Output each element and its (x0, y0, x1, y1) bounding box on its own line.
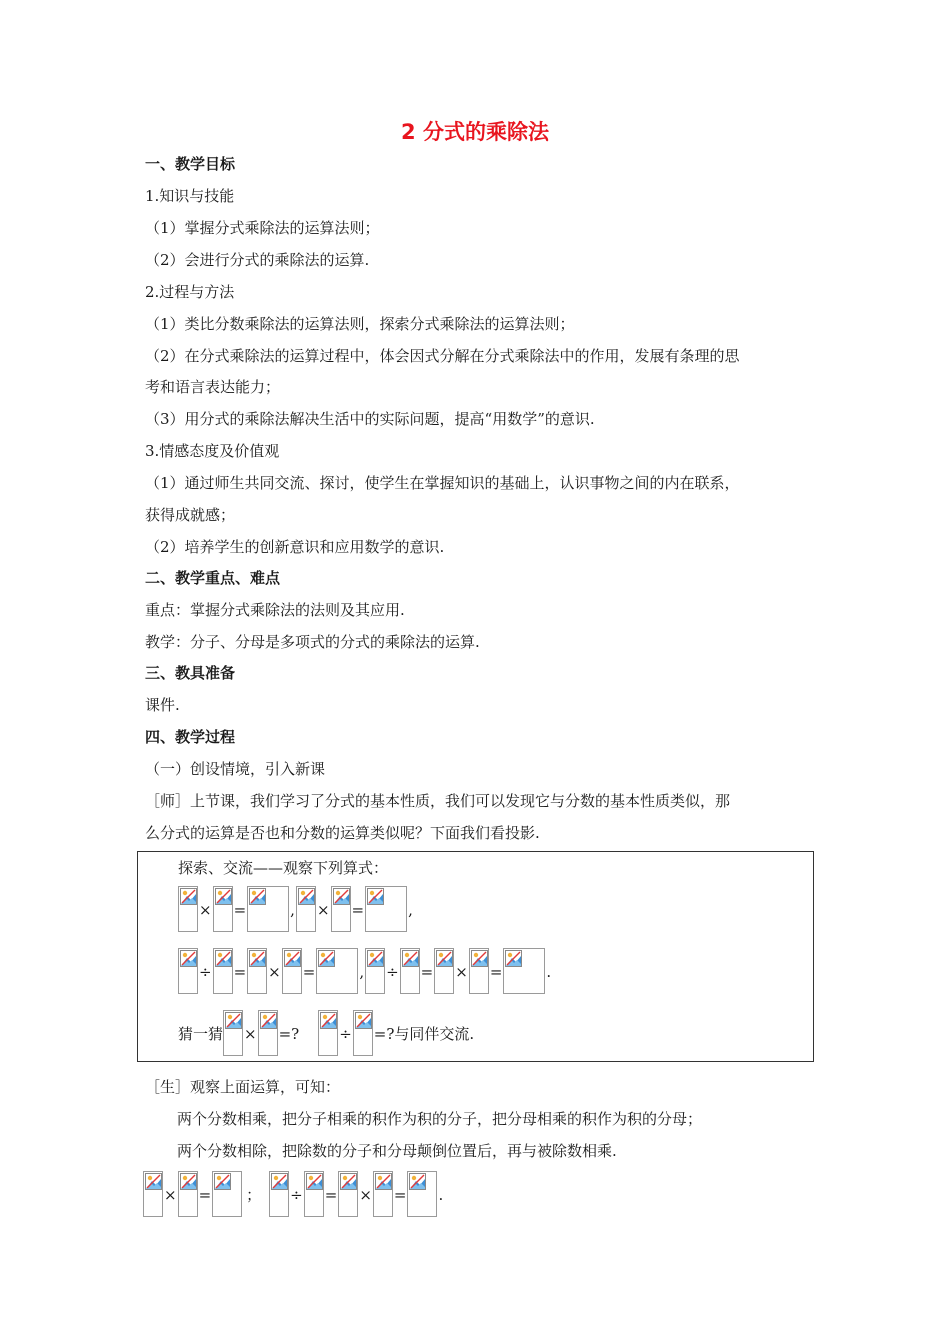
equals-sign: = (302, 963, 316, 981)
times-sign: × (244, 1025, 257, 1043)
broken-image-icon (367, 950, 384, 967)
formula-image (365, 948, 385, 994)
equals-sign: = (324, 1186, 338, 1204)
paragraph: 课件. (145, 696, 180, 714)
broken-image-icon (180, 950, 197, 967)
broken-image-icon (215, 888, 232, 905)
paragraph: 教学：分子、分母是多项式的分式的乘除法的运算. (145, 633, 480, 651)
paragraph: 考和语言表达能力； (145, 378, 281, 396)
formula-image (247, 886, 289, 932)
broken-image-icon (284, 950, 301, 967)
formula-image (400, 948, 420, 994)
paragraph: （2）培养学生的创新意识和应用数学的意识. (145, 538, 445, 556)
broken-image-icon (145, 1173, 162, 1190)
section-heading: 一、教学目标 (145, 155, 236, 173)
broken-image-icon (249, 888, 266, 905)
times-sign: × (316, 901, 330, 919)
broken-image-icon (375, 1173, 392, 1190)
formula-row-multiply (178, 886, 414, 932)
separator: ； (246, 1186, 262, 1204)
projection-box (137, 851, 814, 1062)
formula-image (503, 948, 545, 994)
document-title: 2 分式的乘除法 (401, 120, 549, 144)
paragraph: （一）创设情境，引入新课 (145, 760, 326, 778)
equals-sign: = (489, 963, 503, 981)
formula-row-divide (178, 948, 552, 994)
formula-image (338, 1171, 358, 1217)
paragraph: 获得成就感； (145, 506, 236, 524)
comma: , (408, 901, 413, 919)
broken-image-icon (355, 1012, 372, 1029)
formula-image (353, 1010, 373, 1056)
formula-row-summary (143, 1171, 444, 1217)
broken-image-icon (409, 1173, 426, 1190)
paragraph: ［师］上节课，我们学习了分式的基本性质，我们可以发现它与分数的基本性质类似，那 (145, 792, 731, 810)
broken-image-icon (215, 950, 232, 967)
comma: , (290, 901, 295, 919)
broken-image-icon (306, 1173, 323, 1190)
broken-image-icon (367, 888, 384, 905)
paragraph: （1）掌握分式乘除法的运算法则； (145, 219, 380, 237)
period: . (438, 1186, 444, 1204)
broken-image-icon (340, 1173, 357, 1190)
formula-image (213, 886, 233, 932)
comma: , (359, 963, 365, 981)
broken-image-icon (505, 950, 522, 967)
formula-image (258, 1010, 278, 1056)
formula-row-guess (178, 1010, 475, 1056)
times-sign: × (455, 963, 468, 981)
section-heading: 四、教学过程 (145, 728, 236, 746)
times-sign: × (164, 1186, 177, 1204)
guess-end: =?与同伴交流. (373, 1025, 475, 1043)
broken-image-icon (180, 888, 197, 905)
formula-image (304, 1171, 324, 1217)
broken-image-icon (225, 1012, 242, 1029)
paragraph: 2.过程与方法 (145, 283, 235, 301)
section-heading: 三、教具准备 (145, 664, 236, 682)
equals-sign: = (351, 901, 365, 919)
paragraph: 两个分数相乘，把分子相乘的积作为积的分子，把分母相乘的积作为积的分母； (177, 1110, 703, 1128)
formula-image (178, 1171, 198, 1217)
broken-image-icon (260, 1012, 277, 1029)
formula-image (318, 1010, 338, 1056)
paragraph: （1）类比分数乘除法的运算法则，探索分式乘除法的运算法则； (145, 315, 575, 333)
formula-image (365, 886, 407, 932)
broken-image-icon (249, 950, 266, 967)
equals-sign: = (393, 1186, 407, 1204)
formula-image (213, 948, 233, 994)
broken-image-icon (214, 1173, 231, 1190)
paragraph: （3）用分式的乘除法解决生活中的实际问题，提高“用数学”的意识. (145, 410, 595, 428)
section-heading: 二、教学重点、难点 (145, 569, 281, 587)
formula-image (282, 948, 302, 994)
formula-image (247, 948, 267, 994)
formula-image (143, 1171, 163, 1217)
paragraph: 么分式的运算是否也和分数的运算类似呢？下面我们看投影. (145, 824, 540, 842)
formula-image (373, 1171, 393, 1217)
formula-image (269, 1171, 289, 1217)
paragraph: ［生］观察上面运算，可知： (145, 1078, 341, 1096)
broken-image-icon (180, 1173, 197, 1190)
formula-image (407, 1171, 437, 1217)
box-intro: 探索、交流——观察下列算式： (178, 859, 389, 877)
times-sign: × (268, 963, 281, 981)
times-sign: × (199, 901, 212, 919)
broken-image-icon (318, 950, 335, 967)
paragraph: （1）通过师生共同交流、探讨，使学生在掌握知识的基础上，认识事物之间的内在联系， (145, 474, 740, 492)
broken-image-icon (471, 950, 488, 967)
formula-image (434, 948, 454, 994)
broken-image-icon (271, 1173, 288, 1190)
equals-sign: = (233, 901, 247, 919)
formula-image (212, 1171, 242, 1217)
formula-image (469, 948, 489, 994)
equals-sign: = (233, 963, 247, 981)
divide-sign: ÷ (290, 1186, 303, 1204)
paragraph: 重点：掌握分式乘除法的法则及其应用. (145, 601, 405, 619)
formula-image (316, 948, 358, 994)
paragraph: 两个分数相除，把除数的分子和分母颠倒位置后，再与被除数相乘. (177, 1142, 617, 1160)
divide-sign: ÷ (199, 963, 212, 981)
broken-image-icon (436, 950, 453, 967)
broken-image-icon (320, 1012, 337, 1029)
broken-image-icon (402, 950, 419, 967)
equals-sign: = (420, 963, 434, 981)
formula-image (223, 1010, 243, 1056)
equals-sign: = (198, 1186, 212, 1204)
guess-question: =? (278, 1025, 300, 1043)
paragraph: 1.知识与技能 (145, 187, 235, 205)
formula-image (296, 886, 316, 932)
formula-image (178, 948, 198, 994)
divide-sign: ÷ (386, 963, 399, 981)
times-sign: × (359, 1186, 372, 1204)
guess-label: 猜一猜 (178, 1025, 224, 1043)
formula-image (178, 886, 198, 932)
broken-image-icon (333, 888, 350, 905)
broken-image-icon (298, 888, 315, 905)
paragraph: （2）在分式乘除法的运算过程中，体会因式分解在分式乘除法中的作用，发展有条理的思 (145, 347, 740, 365)
divide-sign: ÷ (339, 1025, 352, 1043)
period: . (546, 963, 552, 981)
paragraph: （2）会进行分式的乘除法的运算. (145, 251, 370, 269)
paragraph: 3.情感态度及价值观 (145, 442, 280, 460)
formula-image (331, 886, 351, 932)
